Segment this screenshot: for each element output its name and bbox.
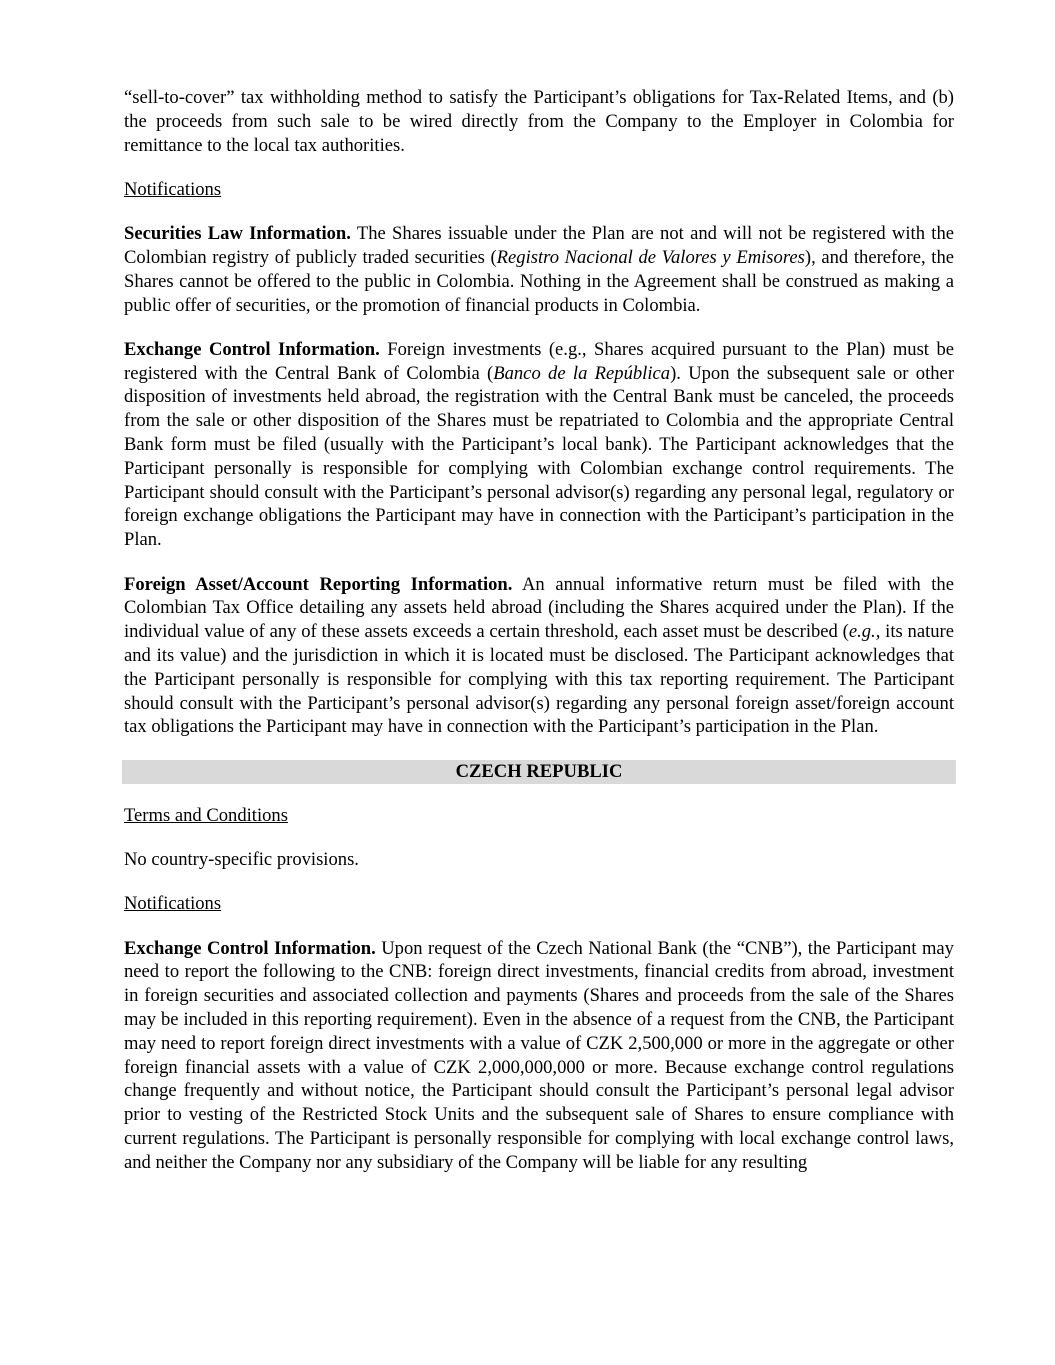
- foreign-asset-reporting-italic: e.g.,: [848, 621, 881, 643]
- colombia-exchange-control-paragraph: [124, 338, 954, 552]
- colombia-exchange-control-title: Exchange Control Information.: [124, 338, 380, 360]
- colombia-notifications-heading: [124, 178, 954, 202]
- czech-notifications-heading-text: Notifications: [124, 893, 222, 915]
- colombia-exchange-control-italic: Banco de la República: [493, 362, 671, 384]
- terms-heading-text: Terms and Conditions: [124, 804, 288, 826]
- czech-no-provisions: No country-specific provisions.: [124, 848, 359, 870]
- czech-exchange-control-text: Upon request of the Czech National Bank (the “CNB”), the Participant may need to report the following to the CNB: foreign direct investments, financial credits from abroad, investment in foreign securities and associated collection and payments (Shares and proceeds from the sale of the Shares may be included in this reporting requirement). Even in the absence of a request from the CNB, the Participant may need to report foreign direct investments with a value of CZK 2,500,000 or more in the aggregate or other foreign financial assets with a value of CZK 2,000,000,000 or more. Because exchange control regulations change frequently and without notice, the Participant should consult the Participant’s personal legal advisor prior to vesting of the Restricted Stock Units and the subsequent sale of Shares to ensure compliance with current regulations. The Participant is personally responsible for complying with local exchange control laws, and neither the Company nor any subsidiary of the Company will be liable for any resulting: [124, 937, 954, 1173]
- document-page: [124, 86, 954, 1195]
- foreign-asset-reporting-paragraph: [124, 573, 954, 740]
- notifications-heading-text: Notifications: [124, 178, 222, 200]
- securities-law-text-1: The Shares issuable under the Plan are not and will not be registered with the Colombian registry of publicly traded securities (: [124, 223, 954, 268]
- foreign-asset-reporting-text-1: An annual informative return must be filed with the Colombian Tax Office detailing any assets held abroad (including the Shares acquired under the Plan). If the individual value of any of these assets exceeds a certain threshold, each asset must be described (: [124, 573, 954, 643]
- securities-law-text-2: ), and therefore, the Shares cannot be offered to the public in Colombia. Nothing in the Agreement shall be construed as making a public offer of securities, or the promotion of financial products in Colombia.: [124, 246, 954, 316]
- czech-notifications-heading: [124, 892, 954, 916]
- czech-exchange-control-title: Exchange Control Information.: [124, 937, 376, 959]
- foreign-asset-reporting-text-2: its nature and its value) and the jurisdiction in which it is located must be disclosed. The Participant acknowledges that the Participant personally is responsible for complying with this tax reporting requirement. The Participant should consult with the Participant’s personal advisor(s) regarding any personal foreign asset/foreign account tax obligations the Participant may have in connection with the Participant’s participation in the Plan.: [124, 621, 954, 738]
- czech-republic-heading: CZECH REPUBLIC: [122, 760, 956, 784]
- securities-law-italic: Registro Nacional de Valores y Emisores: [496, 246, 805, 268]
- czech-exchange-control-paragraph: [124, 937, 954, 1175]
- foreign-asset-reporting-title: Foreign Asset/Account Reporting Information.: [124, 573, 513, 595]
- czech-terms-heading: [124, 804, 954, 828]
- securities-law-paragraph: [124, 222, 954, 317]
- securities-law-title: Securities Law Information.: [124, 223, 351, 245]
- colombia-exchange-control-text-1: Foreign investments (e.g., Shares acquired pursuant to the Plan) must be registered with the Central Bank of Colombia (: [124, 338, 954, 384]
- colombia-exchange-control-text-2: ). Upon the subsequent sale or other disposition of investments held abroad, the registration with the Central Bank must be canceled, the proceeds from the sale or other disposition of the Shares must be repatriated to Colombia and the appropriate Central Bank form must be filed (usually with the Participant’s local bank). The Participant acknowledges that the Participant personally is responsible for complying with Colombian exchange control requirements. The Participant should consult with the Participant’s personal advisor(s) regarding any personal legal, regulatory or foreign exchange obligations the Participant may have in connection with the Participant’s participation in the Plan.: [124, 362, 955, 551]
- colombia-intro-paragraph: “sell-to-cover” tax withholding method to satisfy the Participant’s obligations for Tax-Related Items, and (b) the proceeds from such sale to be wired directly from the Company to the Employer in Colombia for remittance to the local tax authorities.: [124, 87, 954, 156]
